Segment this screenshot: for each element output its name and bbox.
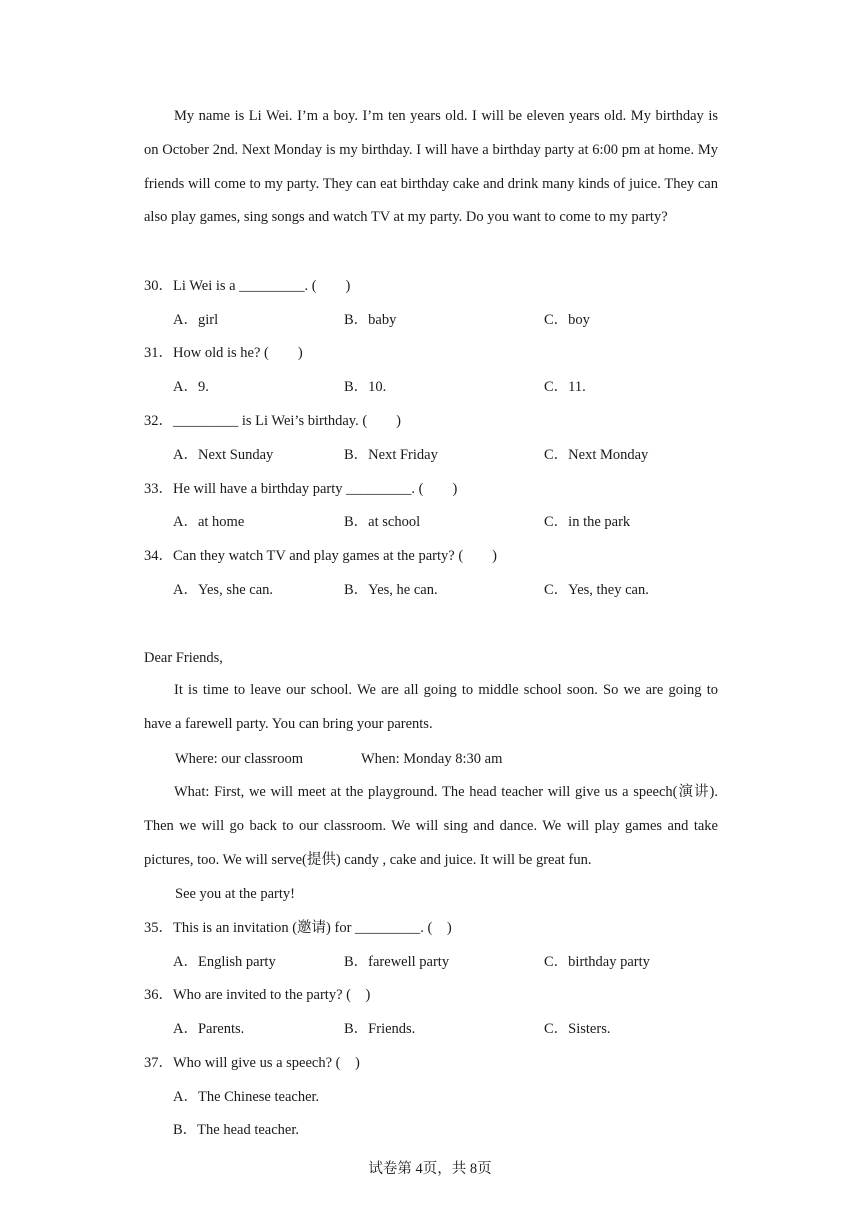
question-32-option-a: A．Next Sunday <box>173 447 274 463</box>
question-34-option-b: B．Yes, he can. <box>344 582 438 598</box>
question-35-option-a: A．English party <box>173 954 276 970</box>
question-35-option-c: C．birthday party <box>544 954 650 970</box>
question-37-option-b: B．The head teacher. <box>173 1122 300 1138</box>
question-32: 32．_________ is Li Wei’s birthday. ( ) <box>144 413 401 429</box>
question-32-option-c: C．Next Monday <box>544 447 649 463</box>
question-36: 36．Who are invited to the party? ( ) <box>144 987 371 1003</box>
question-32-option-b: B．Next Friday <box>344 447 438 463</box>
question-37: 37．Who will give us a speech? ( ) <box>144 1055 360 1071</box>
question-36-option-c: C．Sisters. <box>544 1021 611 1037</box>
question-31-option-a: A．9. <box>173 379 209 395</box>
question-33-option-c: C．in the park <box>544 514 631 530</box>
letter-closing: See you at the party! <box>175 886 295 902</box>
letter-where: Where: our classroom <box>175 751 304 767</box>
question-30-option-a: A．girl <box>173 312 219 328</box>
question-34-option-c: C．Yes, they can. <box>544 582 649 598</box>
question-36-option-b: B．Friends. <box>344 1021 416 1037</box>
question-33: 33．He will have a birthday party _________. ( ) <box>144 481 458 497</box>
letter-when: When: Monday 8:30 am <box>361 751 503 767</box>
question-31-option-b: B．10. <box>344 379 387 395</box>
question-30-option-b: B．baby <box>344 312 397 328</box>
question-33-option-a: A．at home <box>173 514 245 530</box>
letter-greeting: Dear Friends, <box>144 650 223 666</box>
question-31: 31．How old is he? ( ) <box>144 345 303 361</box>
question-37-option-a: A．The Chinese teacher. <box>173 1089 320 1105</box>
page-footer: 试卷第 4页，共 8页 <box>368 1161 492 1177</box>
question-31-option-c: C．11. <box>544 379 586 395</box>
question-33-option-b: B．at school <box>344 514 421 530</box>
question-30: 30．Li Wei is a _________. ( ) <box>144 278 351 294</box>
letter-what: What: First, we will meet at the playground. The head teacher will give us a speech(演讲). Then we will go back to our classroom. We will sing and dance. We will play games and take pictures, too. We will serve(提供) candy , cake and juice. It will be great fun. <box>144 784 718 868</box>
question-36-option-a: A．Parents. <box>173 1021 245 1037</box>
question-34-option-a: A．Yes, she can. <box>173 582 274 598</box>
question-34: 34．Can they watch TV and play games at the party? ( ) <box>144 548 498 564</box>
question-35-option-b: B．farewell party <box>344 954 450 970</box>
question-35: 35．This is an invitation (邀请) for _________. ( ) <box>144 920 452 936</box>
question-30-option-c: C．boy <box>544 312 590 328</box>
reading-passage-1: My name is Li Wei. I’m a boy. I’m ten years old. I will be eleven years old. My birthday is on October 2nd. Next Monday is my birthday. I will have a birthday party at 6:00 pm at home. My friends will come to my party. They can eat birthday cake and drink many kinds of juice. They can also play games, sing songs and watch TV at my party. Do you want to come to my party? <box>144 108 718 226</box>
letter-paragraph-1: It is time to leave our school. We are all going to middle school soon. So we are going to have a farewell party. You can bring your parents. <box>144 682 718 732</box>
